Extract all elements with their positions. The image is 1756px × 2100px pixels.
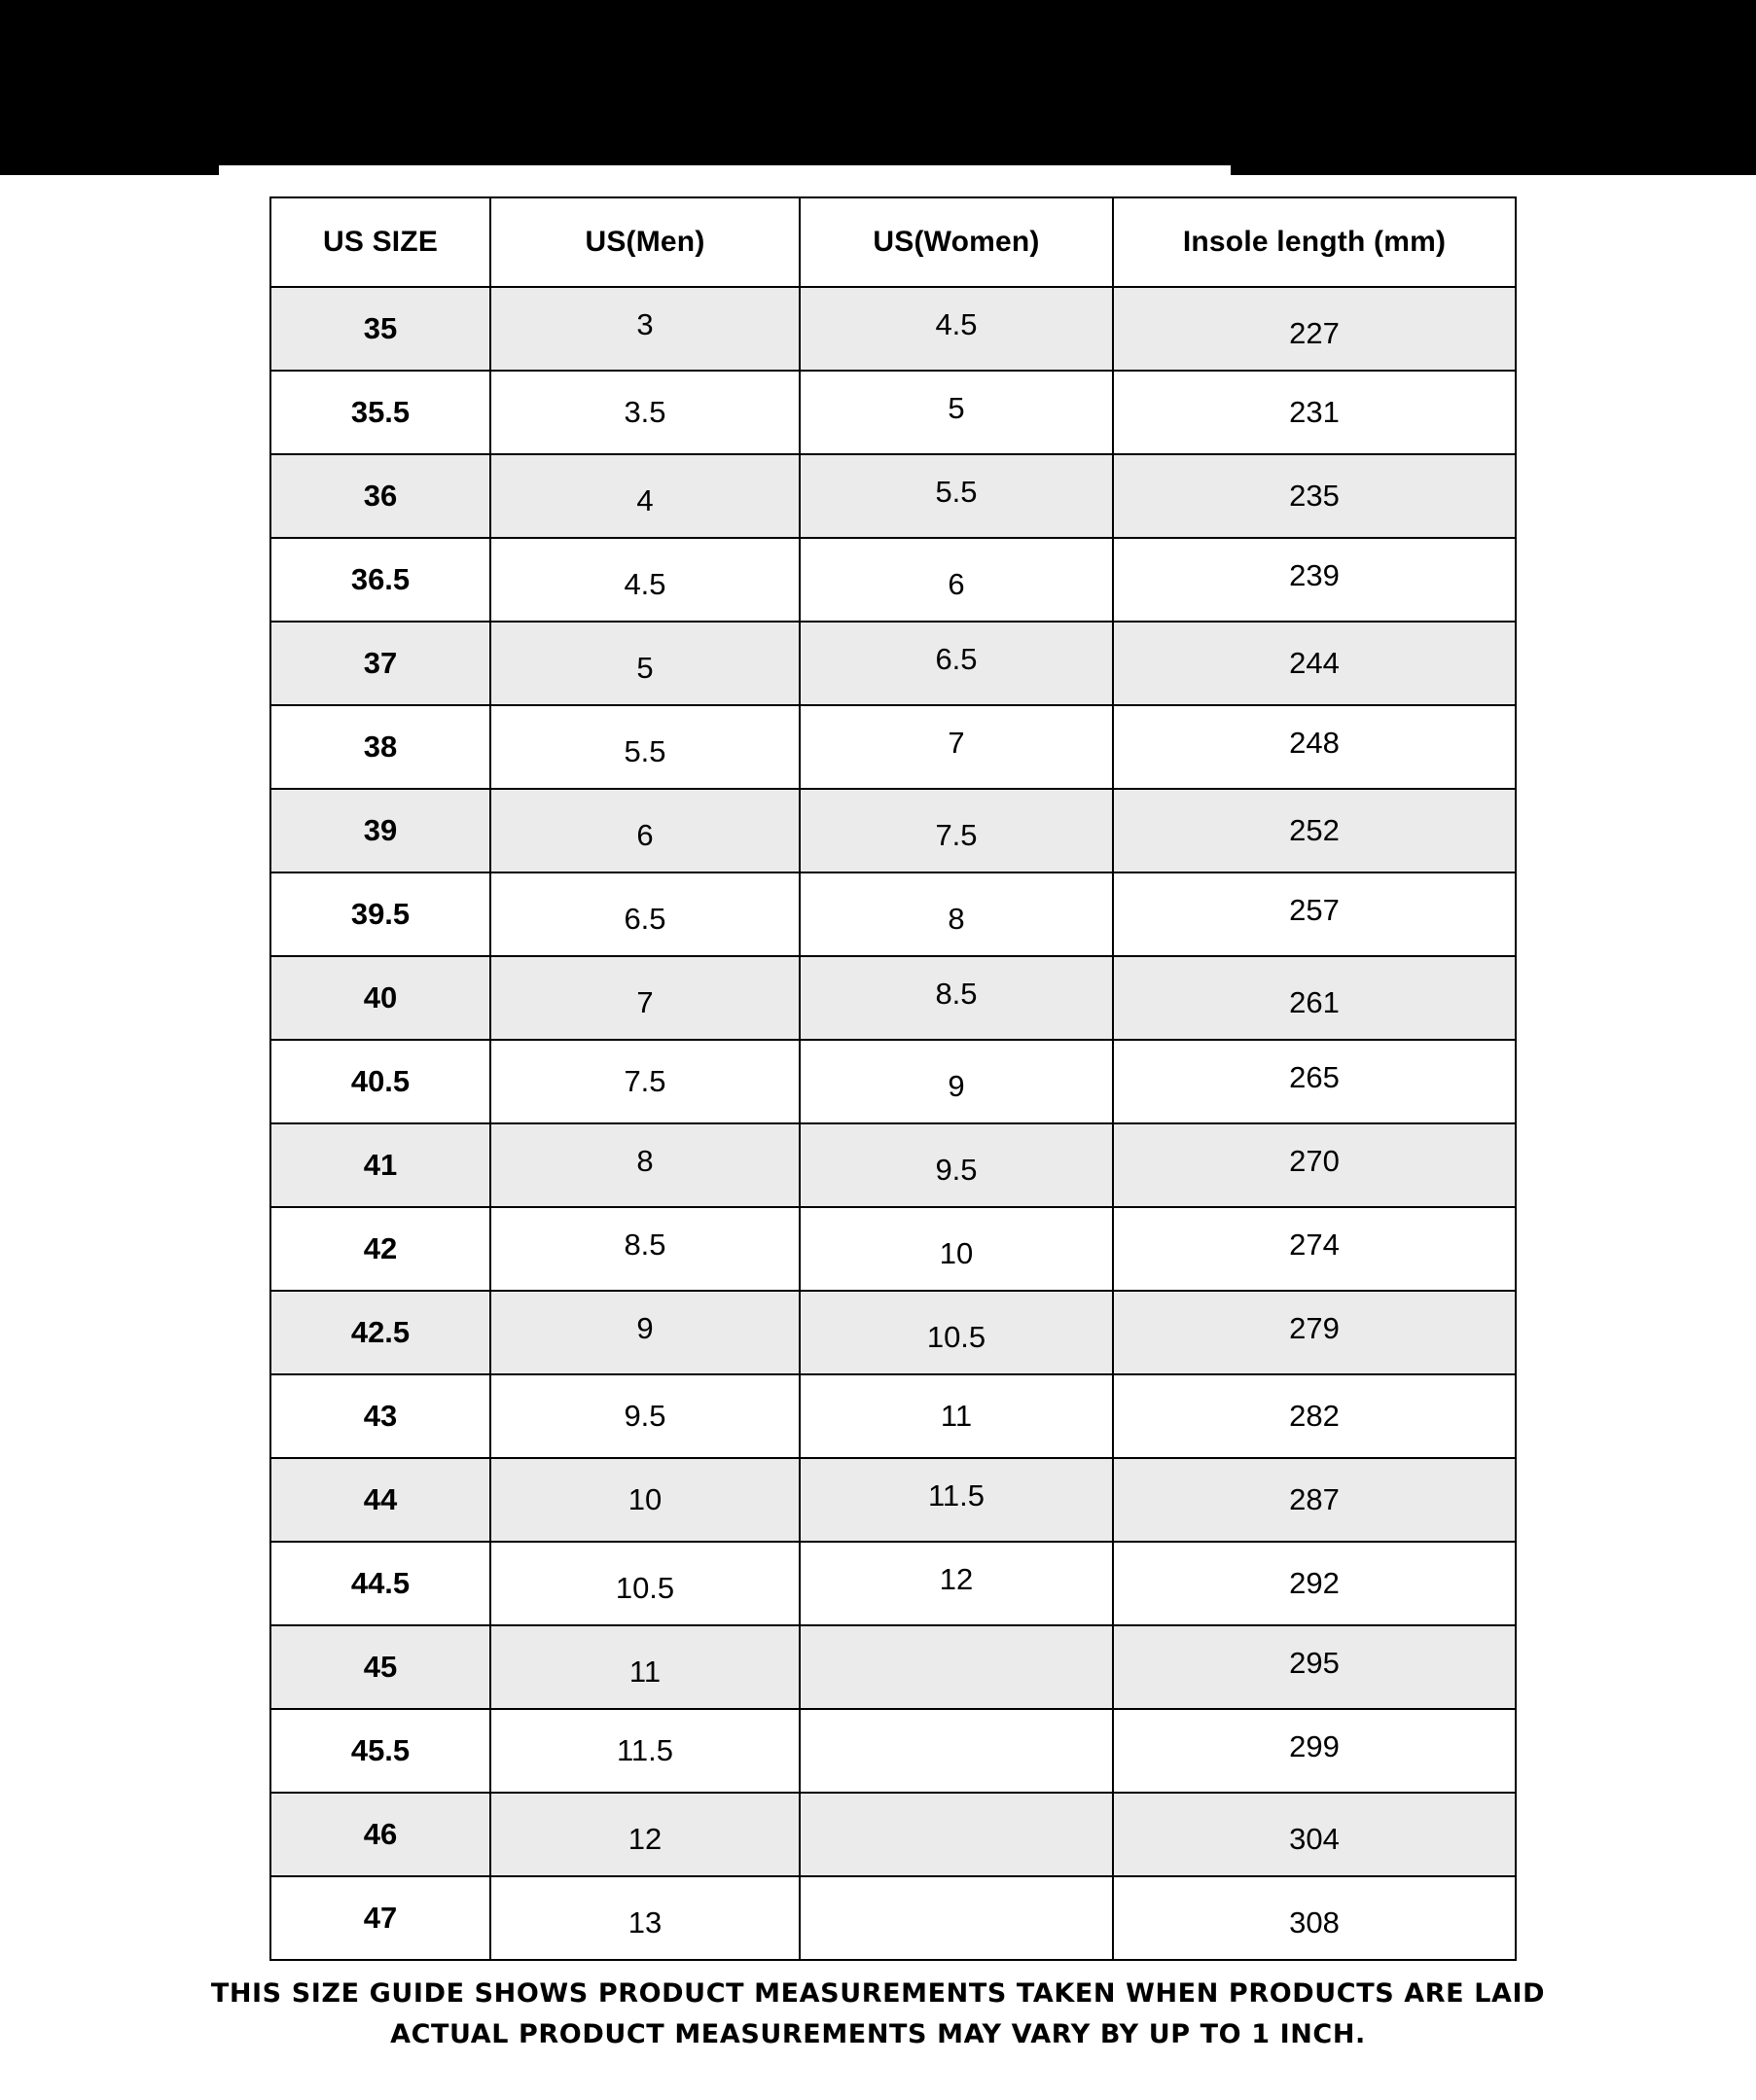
- table-body: [270, 287, 1516, 1960]
- disclaimer-line-2: ACTUAL PRODUCT MEASUREMENTS MAY VARY BY UP TO 1 INCH.: [390, 2019, 1366, 2049]
- cell-us-size: 45: [270, 1625, 490, 1709]
- cell-insole: 292: [1113, 1542, 1516, 1625]
- cell-us-size: 35.5: [270, 371, 490, 454]
- cell-us-women: [800, 1709, 1113, 1793]
- cell-insole: 227: [1113, 287, 1516, 371]
- cell-us-men: 11.5: [490, 1709, 800, 1793]
- table-row: [270, 1291, 1516, 1374]
- cell-us-size: 47: [270, 1876, 490, 1960]
- cell-insole: 244: [1113, 622, 1516, 705]
- size-chart-table: [269, 196, 1517, 1961]
- cell-us-size: 41: [270, 1123, 490, 1207]
- table-row: [270, 454, 1516, 538]
- cell-us-size: 40.5: [270, 1040, 490, 1123]
- cell-us-women: [800, 1625, 1113, 1709]
- cell-insole: 308: [1113, 1876, 1516, 1960]
- cell-us-men: 6.5: [490, 872, 800, 956]
- cell-us-women: 5: [800, 371, 1113, 454]
- cell-insole: 282: [1113, 1374, 1516, 1458]
- banner-notch-left: [0, 165, 219, 175]
- cell-us-men: 4: [490, 454, 800, 538]
- size-chart-container: [269, 196, 1515, 1961]
- table-row: [270, 622, 1516, 705]
- cell-us-size: 44: [270, 1458, 490, 1542]
- cell-us-women: [800, 1793, 1113, 1876]
- cell-us-women: 11: [800, 1374, 1113, 1458]
- table-row: [270, 956, 1516, 1040]
- cell-us-men: 13: [490, 1876, 800, 1960]
- cell-us-men: 7: [490, 956, 800, 1040]
- cell-us-size: 42: [270, 1207, 490, 1291]
- cell-us-men: 3.5: [490, 371, 800, 454]
- cell-us-size: 44.5: [270, 1542, 490, 1625]
- table-row: [270, 1374, 1516, 1458]
- cell-insole: 265: [1113, 1040, 1516, 1123]
- table-row: [270, 1625, 1516, 1709]
- cell-insole: 270: [1113, 1123, 1516, 1207]
- table-row: [270, 1458, 1516, 1542]
- cell-us-size: 39: [270, 789, 490, 872]
- cell-us-size: 40: [270, 956, 490, 1040]
- cell-insole: 239: [1113, 538, 1516, 622]
- column-header-us-women: US(Women): [800, 197, 1113, 287]
- cell-us-size: 45.5: [270, 1709, 490, 1793]
- cell-us-men: 5: [490, 622, 800, 705]
- cell-us-men: 3: [490, 287, 800, 371]
- cell-insole: 252: [1113, 789, 1516, 872]
- cell-us-women: 5.5: [800, 454, 1113, 538]
- cell-us-men: 12: [490, 1793, 800, 1876]
- cell-us-men: 7.5: [490, 1040, 800, 1123]
- cell-us-men: 11: [490, 1625, 800, 1709]
- cell-us-women: 10.5: [800, 1291, 1113, 1374]
- cell-us-size: 43: [270, 1374, 490, 1458]
- cell-us-men: 8: [490, 1123, 800, 1207]
- cell-us-men: 4.5: [490, 538, 800, 622]
- cell-us-women: 10: [800, 1207, 1113, 1291]
- table-row: [270, 705, 1516, 789]
- column-header-insole-length: Insole length (mm): [1113, 197, 1516, 287]
- cell-us-women: 6.5: [800, 622, 1113, 705]
- cell-us-men: 6: [490, 789, 800, 872]
- table-header: [270, 197, 1516, 287]
- table-row: [270, 1876, 1516, 1960]
- cell-us-men: 10: [490, 1458, 800, 1542]
- cell-us-size: 36.5: [270, 538, 490, 622]
- cell-us-men: 9: [490, 1291, 800, 1374]
- table-row: [270, 872, 1516, 956]
- disclaimer-line-1: THIS SIZE GUIDE SHOWS PRODUCT MEASUREMENTS TAKEN WHEN PRODUCTS ARE LAID: [210, 1978, 1546, 2009]
- cell-us-women: 8.5: [800, 956, 1113, 1040]
- cell-insole: 257: [1113, 872, 1516, 956]
- cell-insole: 231: [1113, 371, 1516, 454]
- cell-us-women: 8: [800, 872, 1113, 956]
- cell-us-women: [800, 1876, 1113, 1960]
- cell-insole: 295: [1113, 1625, 1516, 1709]
- cell-us-women: 6: [800, 538, 1113, 622]
- column-header-us-size: US SIZE: [270, 197, 490, 287]
- cell-insole: 279: [1113, 1291, 1516, 1374]
- cell-us-size: 39.5: [270, 872, 490, 956]
- cell-insole: 304: [1113, 1793, 1516, 1876]
- cell-us-women: 7.5: [800, 789, 1113, 872]
- cell-us-women: 11.5: [800, 1458, 1113, 1542]
- cell-insole: 287: [1113, 1458, 1516, 1542]
- banner-notch-right: [1231, 165, 1756, 175]
- measurement-disclaimer: [0, 1974, 1756, 2055]
- cell-us-women: 9.5: [800, 1123, 1113, 1207]
- table-row: [270, 1542, 1516, 1625]
- cell-us-women: 9: [800, 1040, 1113, 1123]
- cell-us-size: 36: [270, 454, 490, 538]
- cell-us-women: 12: [800, 1542, 1113, 1625]
- cell-us-size: 42.5: [270, 1291, 490, 1374]
- cell-us-women: 7: [800, 705, 1113, 789]
- table-row: [270, 538, 1516, 622]
- table-row: [270, 789, 1516, 872]
- cell-us-size: 46: [270, 1793, 490, 1876]
- cell-us-size: 35: [270, 287, 490, 371]
- table-row: [270, 1793, 1516, 1876]
- table-row: [270, 1040, 1516, 1123]
- cell-us-men: 8.5: [490, 1207, 800, 1291]
- cell-insole: 261: [1113, 956, 1516, 1040]
- cell-insole: 299: [1113, 1709, 1516, 1793]
- cell-insole: 248: [1113, 705, 1516, 789]
- cell-insole: 274: [1113, 1207, 1516, 1291]
- table-row: [270, 371, 1516, 454]
- table-row: [270, 287, 1516, 371]
- cell-us-men: 9.5: [490, 1374, 800, 1458]
- cell-insole: 235: [1113, 454, 1516, 538]
- column-header-us-men: US(Men): [490, 197, 800, 287]
- cell-us-men: 5.5: [490, 705, 800, 789]
- top-black-banner: [0, 0, 1756, 165]
- table-row: [270, 1123, 1516, 1207]
- table-row: [270, 1207, 1516, 1291]
- cell-us-size: 38: [270, 705, 490, 789]
- cell-us-women: 4.5: [800, 287, 1113, 371]
- cell-us-size: 37: [270, 622, 490, 705]
- header-row: [270, 197, 1516, 287]
- table-row: [270, 1709, 1516, 1793]
- cell-us-men: 10.5: [490, 1542, 800, 1625]
